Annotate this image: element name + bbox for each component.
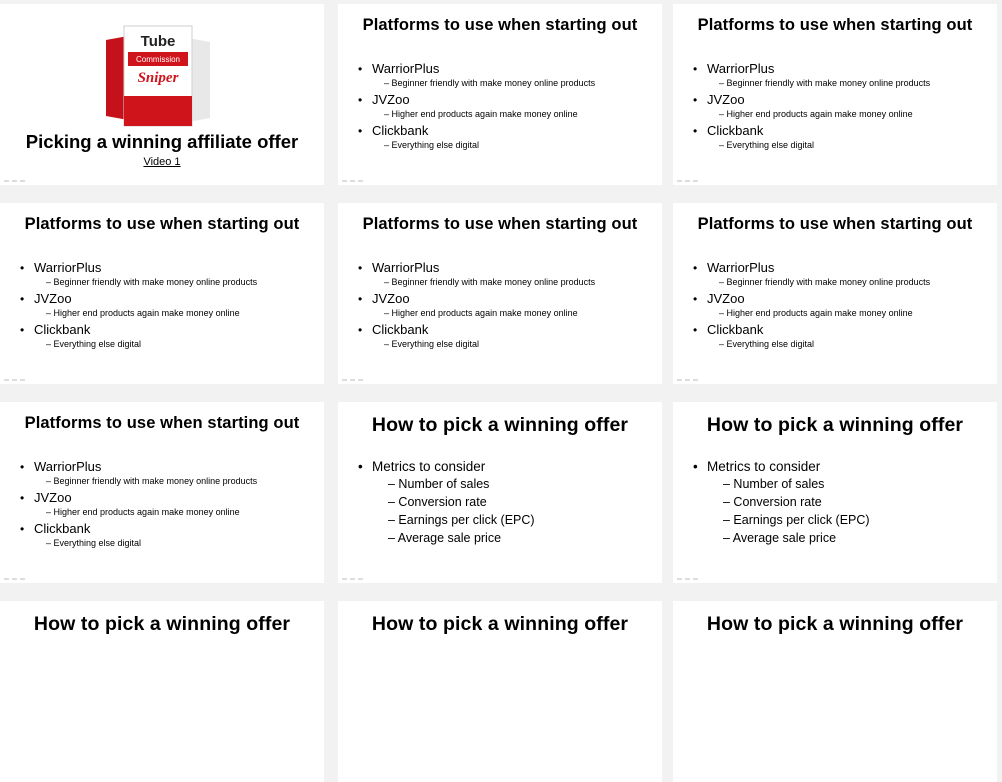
slide-thumbnail-10[interactable] [0,601,324,782]
list-item: • JVZoo – Higher end products again make money online [358,291,595,320]
list-item: • Clickbank – Everything else digital [358,322,595,351]
slide-footer-dots [4,379,25,381]
slide-thumbnail-4[interactable] [0,203,324,384]
slide-thumbnail-8[interactable] [338,402,662,583]
slide-thumbnail-7[interactable] [0,402,324,583]
box-line3: Sniper [137,70,179,86]
slide-footer-dots [677,379,698,381]
list-item: • WarriorPlus – Beginner friendly with make money online products [693,61,930,90]
platform-list [358,61,595,154]
list-item: • WarriorPlus – Beginner friendly with make money online products [358,260,595,289]
slide-footer-dots [677,180,698,182]
platform-list [693,260,930,353]
list-item: • Clickbank – Everything else digital [20,322,257,351]
product-box-image [98,22,218,130]
metrics-list [693,458,870,547]
slide-footer-dots [342,379,363,381]
list-item: • Clickbank – Everything else digital [693,123,930,152]
slide-title: Platforms to use when starting out [24,414,300,432]
slide-title: How to pick a winning offer [371,414,629,436]
slide-thumbnail-11[interactable] [338,601,662,782]
cover-title: Picking a winning affiliate offer [25,131,299,152]
slide-title: Platforms to use when starting out [362,215,638,233]
list-item: • Metrics to consider – Number of sales – Conversion rate – Earnings per click (EPC) – Average sale price [358,458,535,547]
list-item: • WarriorPlus – Beginner friendly with make money online products [20,459,257,488]
slide-footer-dots [4,578,25,580]
slide-footer-dots [342,578,363,580]
platform-list [358,260,595,353]
slide-thumbnail-2[interactable] [338,4,662,185]
slide-title: How to pick a winning offer [371,613,629,635]
metrics-list [358,458,535,547]
platform-list [20,459,257,552]
slide-title: Platforms to use when starting out [24,215,300,233]
slide-title: How to pick a winning offer [706,613,964,635]
box-line2: Commission [135,55,181,64]
platform-list [20,260,257,353]
slide-title: Platforms to use when starting out [697,16,973,34]
platform-list [693,61,930,154]
list-item: • JVZoo – Higher end products again make money online [693,92,930,121]
slide-thumbnail-5[interactable] [338,203,662,384]
slide-footer-dots [4,180,25,182]
slide-footer-dots [677,578,698,580]
list-item: • JVZoo – Higher end products again make money online [693,291,930,320]
slide-title: How to pick a winning offer [33,613,291,635]
list-item: • JVZoo – Higher end products again make money online [20,291,257,320]
list-item: • Clickbank – Everything else digital [358,123,595,152]
slide-thumbnail-12[interactable] [673,601,997,782]
slide-title: How to pick a winning offer [706,414,964,436]
box-line1: Tube [140,33,176,50]
list-item: • Clickbank – Everything else digital [20,521,257,550]
slide-title: Platforms to use when starting out [697,215,973,233]
list-item: • Clickbank – Everything else digital [693,322,930,351]
slide-thumbnail-9[interactable] [673,402,997,583]
list-item: • WarriorPlus – Beginner friendly with make money online products [693,260,930,289]
list-item: • WarriorPlus – Beginner friendly with make money online products [20,260,257,289]
list-item: • WarriorPlus – Beginner friendly with make money online products [358,61,595,90]
slide-footer-dots [342,180,363,182]
cover-subtitle: Video 1 [143,156,181,168]
list-item: • Metrics to consider – Number of sales – Conversion rate – Earnings per click (EPC) – Average sale price [693,458,870,547]
slide-thumbnail-1[interactable] [0,4,324,185]
list-item: • JVZoo – Higher end products again make money online [20,490,257,519]
slide-title: Platforms to use when starting out [362,16,638,34]
slide-thumbnail-6[interactable] [673,203,997,384]
slide-thumbnail-3[interactable] [673,4,997,185]
list-item: • JVZoo – Higher end products again make money online [358,92,595,121]
